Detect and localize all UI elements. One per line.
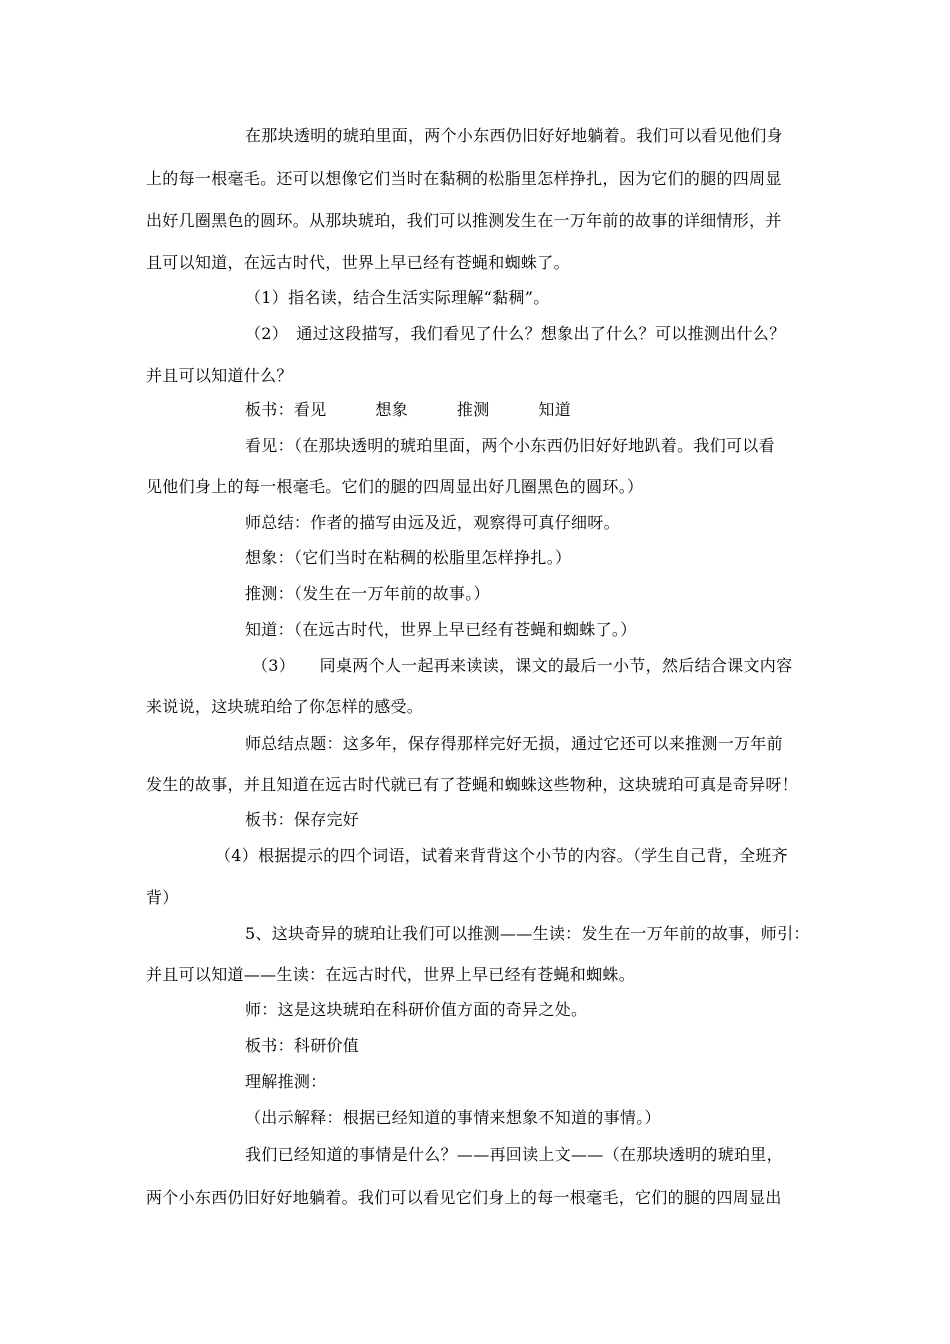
paragraph-line: 师：这是这块琥珀在科研价值方面的奇异之处。 [245, 1000, 588, 1019]
paragraph-line: （1）指名读，结合生活实际理解“黏稠”。 [245, 288, 550, 307]
paragraph-line: 师总结：作者的描写由远及近，观察得可真仔细呀。 [245, 513, 620, 532]
paragraph-line: 在那块透明的琥珀里面，两个小东西仍旧好好地躺着。我们可以看见他们身 [245, 126, 783, 145]
paragraph-line: 知道：（在远古时代，世界上早已经有苍蝇和蜘蛛了。） [245, 620, 637, 639]
paragraph-line: 板书：科研价值 [245, 1036, 360, 1055]
paragraph-line: 来说说，这块琥珀给了你怎样的感受。 [146, 697, 424, 716]
paragraph-line: 板书：看见 想象 推测 知道 [245, 400, 572, 419]
paragraph-line: 5、这块奇异的琥珀让我们可以推测——生读：发生在一万年前的故事，师引： [245, 924, 810, 943]
paragraph-line: 且可以知道，在远古时代，世界上早已经有苍蝇和蜘蛛了。 [146, 253, 570, 272]
paragraph-line: 并且可以知道——生读：在远古时代，世界上早已经有苍蝇和蜘蛛。 [146, 965, 636, 984]
paragraph-line: 理解推测： [245, 1072, 327, 1091]
paragraph-line: 背） [146, 888, 179, 907]
paragraph-line: （3） 同桌两个人一起再来读读，课文的最后一小节，然后结合课文内容 [252, 656, 793, 675]
paragraph-line: （2） 通过这段描写，我们看见了什么？想象出了什么？可以推测出什么？ [245, 324, 786, 343]
paragraph-line: 上的每一根毫毛。还可以想像它们当时在黏稠的松脂里怎样挣扎，因为它们的腿的四周显 [146, 169, 782, 188]
paragraph-line: 并且可以知道什么？ [146, 366, 293, 385]
paragraph-line: 发生的故事，并且知道在远古时代就已有了苍蝇和蜘蛛这些物种，这块琥珀可真是奇异呀！ [146, 775, 799, 794]
paragraph-line: 想象：（它们当时在粘稠的松脂里怎样挣扎。） [245, 548, 572, 567]
paragraph-line: 我们已经知道的事情是什么？——再回读上文——（在那块透明的琥珀里， [245, 1145, 783, 1164]
paragraph-line: 出好几圈黑色的圆环。从那块琥珀，我们可以推测发生在一万年前的故事的详细情形，并 [146, 211, 782, 230]
paragraph-line: （出示解释：根据已经知道的事情来想象不知道的事情。） [245, 1108, 661, 1127]
paragraph-line: 推测：（发生在一万年前的故事。） [245, 584, 490, 603]
paragraph-line: 见他们身上的每一根毫毛。它们的腿的四周显出好几圈黑色的圆环。） [146, 477, 644, 496]
paragraph-line: 师总结点题：这多年，保存得那样完好无损，通过它还可以来推测一万年前 [245, 734, 783, 753]
paragraph-line: 板书：保存完好 [245, 810, 360, 829]
paragraph-line: 两个小东西仍旧好好地躺着。我们可以看见它们身上的每一根毫毛，它们的腿的四周显出 [146, 1188, 782, 1207]
paragraph-line: （4）根据提示的四个词语，试着来背背这个小节的内容。（学生自己背，全班齐 [215, 846, 788, 865]
paragraph-line: 看见：（在那块透明的琥珀里面，两个小东西仍旧好好地趴着。我们可以看 [245, 436, 775, 455]
